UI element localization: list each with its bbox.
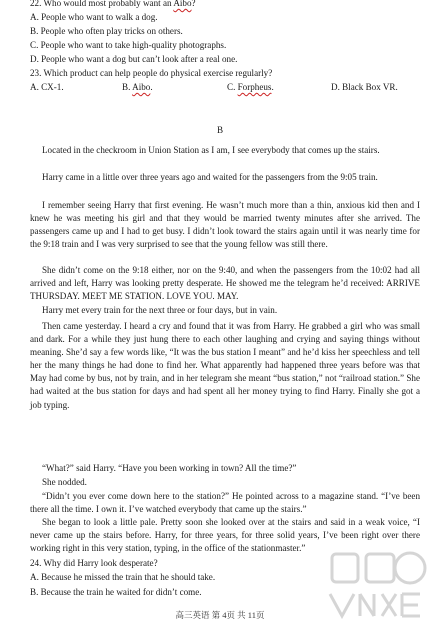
q24-option-a: A. Because he missed the train that he should take. [30,572,216,582]
passage-paragraph: “What?” said Harry. “Have you been working in town? All the time?” [42,463,297,473]
question-24-stem: 24. Why did Harry look desperate? [30,558,158,568]
passage-paragraph: Then came yesterday. I heard a cry and found that it was from Harry. He grabbed a girl who was small and dark. For a while they just hung there to each other laughing and crying and saying things without meaning. She’d say a few words like, “It was the bus station I meant” and he’d kiss her speechless and tell her the many things he had done to find her. What apparently had happened three years before was that May had come by bus, not by train, and in her telegram she meant “bus station,” not “railroad station.” She had waited at the bus station for days and had spent all her money trying to find Harry. Finally she got a job typing. [30,321,420,410]
q24-option-b: B. Because the train he waited for didn’t come. [30,587,202,597]
q22-option-c: C. People who want to take high-quality photographs. [30,40,227,50]
q23-option-c-prefix: C. [227,82,238,92]
passage-paragraph: She nodded. [42,477,87,487]
q23-option-b-term: Aibo [132,82,151,92]
q22-option-d: D. People who want a dog but can’t look after a real one. [30,54,238,64]
page-footer: 高三英语 第 4页 共 11页 [175,610,265,620]
watermark-logo [322,546,432,624]
passage-paragraph: Harry came in a little over three years ago and waited for the passengers from the 9:05 train. [42,172,378,182]
q23-option-b [122,81,153,94]
q22-option-a: A. People who want to walk a dog. [30,12,158,22]
question-22-stem [30,0,196,10]
question-23-stem: 23. Which product can help people do physical exercise regularly? [30,68,273,78]
q23-option-c-suffix: . [271,82,274,92]
question-22-mark: ? [191,0,196,8]
aibo-term: Aibo [173,0,192,8]
q23-option-c-term: Forpheus [237,82,272,92]
passage-paragraph: Harry met every train for the next three or four days, but in vain. [42,305,278,315]
passage-paragraph: I remember seeing Harry that first evening. He wasn’t much more than a thin, anxious kid then and I knew he was meeting his girl and that they would be married twenty minutes after she arrived. The passengers came up and I had to get busy. I didn’t look toward the stairs again until it was nearly time for the 9:18 train and I was very surprised to see that the young fellow was still there. [30,200,420,250]
passage-paragraph: She began to look a little pale. Pretty soon she looked over at the stairs and said in a weak voice, “I never came up the stairs before. Harry, for three years, for three solid years, I’ve been right over there working right in this very station, typing, in the office of the stationmaster.” [30,517,420,554]
passage-paragraph: “Didn’t you ever come down here to the station?” He pointed across to a magazine stand. “I’ve been there all the time. I own it. I’ve watched everybody that came up the stairs.” [30,491,420,515]
q23-option-b-prefix: B. [122,82,133,92]
q23-option-b-suffix: . [150,82,153,92]
passage-paragraph: Located in the checkroom in Union Station as I am, I see everybody that comes up the stairs. [42,145,380,155]
q23-option-c [227,81,274,94]
question-22-text: 22. Who would most probably want an [30,0,174,8]
passage-paragraph: She didn’t come on the 9:18 either, nor on the 9:40, and when the passengers from the 10:02 had all arrived and left, Harry was looking pretty desperate. He showed me the telegram he’d received: ARRIVE THURSDAY. MEET ME STATION. LOVE YOU. MAY. [30,265,420,302]
section-heading: B [216,125,224,135]
q23-option-a: A. CX-1. [30,82,64,92]
q23-option-d: D. Black Box VR. [331,82,398,92]
q22-option-b: B. People who often play tricks on others. [30,26,183,36]
